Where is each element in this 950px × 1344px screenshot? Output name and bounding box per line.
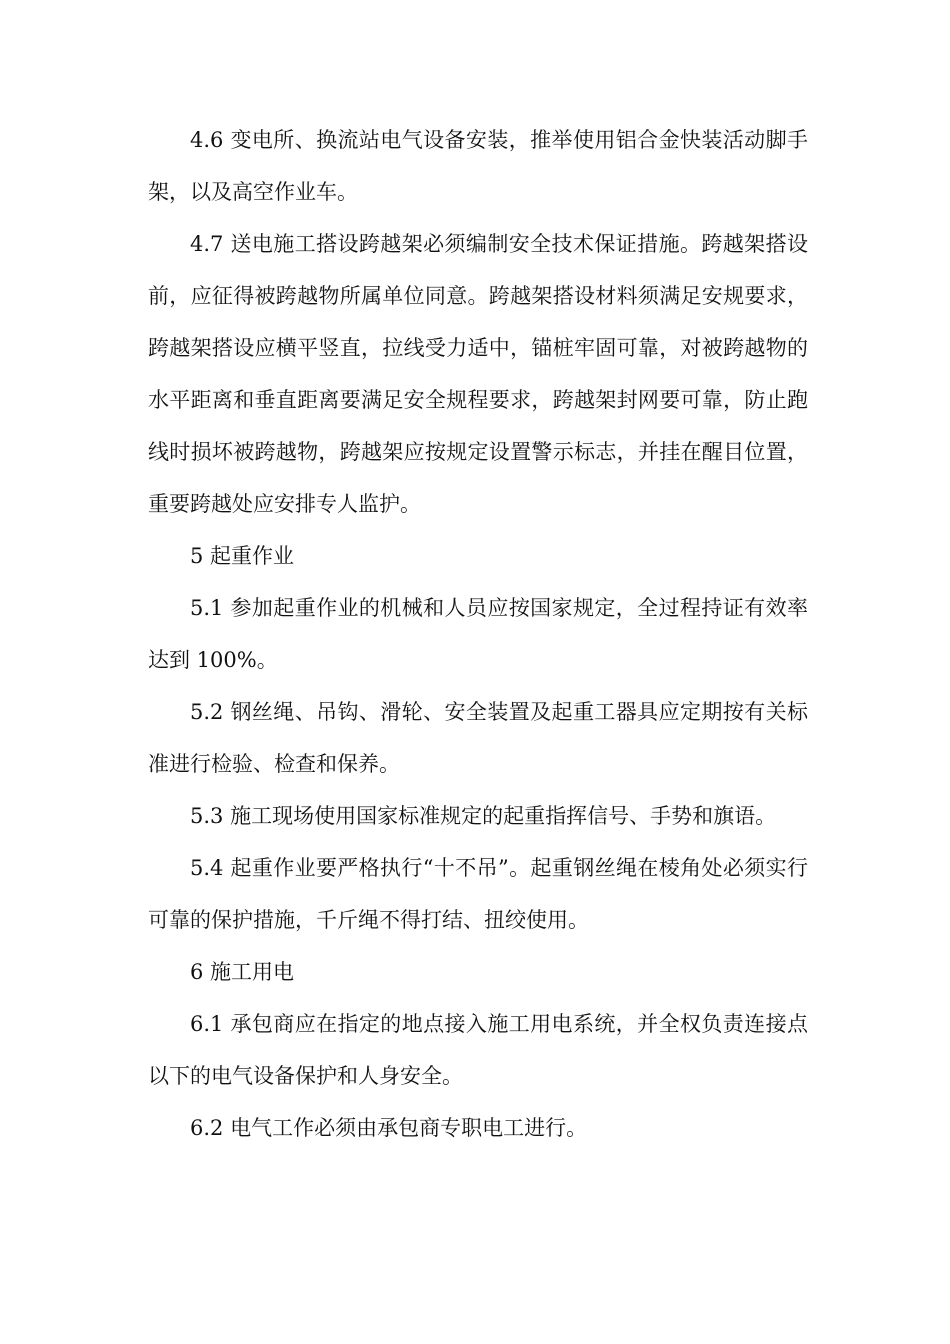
paragraph-5-1: 5.1 参加起重作业的机械和人员应按国家规定，全过程持证有效率达到 100%。 xyxy=(148,596,808,672)
paragraph-6-1: 6.1 承包商应在指定的地点接入施工用电系统，并全权负责连接点以下的电气设备保护和人身安全。 xyxy=(148,1012,808,1088)
document-body xyxy=(148,114,808,1154)
paragraph-5-4: 5.4 起重作业要严格执行“十不吊”。起重钢丝绳在棱角处必须实行可靠的保护措施，千斤绳不得打结、扭绞使用。 xyxy=(148,856,808,932)
paragraph-4-7: 4.7 送电施工搭设跨越架必须编制安全技术保证措施。跨越架搭设前，应征得被跨越物所属单位同意。跨越架搭设材料须满足安规要求，跨越架搭设应横平竖直，拉线受力适中，锚桩牢固可靠，对被跨越物的水平距离和垂直距离要满足安全规程要求，跨越架封网要可靠，防止跑线时损坏被跨越物，跨越架应按规定设置警示标志，并挂在醒目位置，重要跨越处应安排专人监护。 xyxy=(148,232,808,516)
paragraph-5-2: 5.2 钢丝绳、吊钩、滑轮、安全装置及起重工器具应定期按有关标准进行检验、检查和保养。 xyxy=(148,700,808,776)
paragraph-5-3: 5.3 施工现场使用国家标准规定的起重指挥信号、手势和旗语。 xyxy=(190,804,777,828)
paragraph-6-2: 6.2 电气工作必须由承包商专职电工进行。 xyxy=(190,1116,588,1140)
paragraph-4-6: 4.6 变电所、换流站电气设备安装，推举使用铝合金快装活动脚手架，以及高空作业车。 xyxy=(148,128,808,204)
section-heading-5: 5 起重作业 xyxy=(190,544,295,568)
section-heading-6: 6 施工用电 xyxy=(190,960,295,984)
